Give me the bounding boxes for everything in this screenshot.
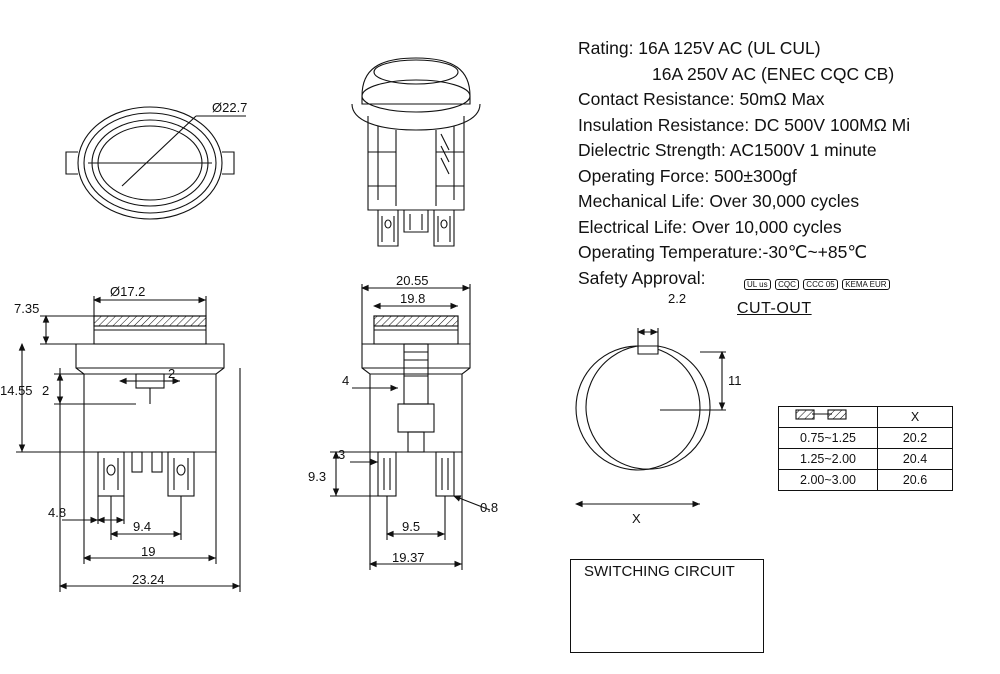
dim-7-35: 7.35 [14, 301, 40, 316]
spec-line: Electrical Life: Over 10,000 cycles [578, 216, 842, 237]
table-cell-x: 20.2 [878, 428, 953, 449]
dim-4: 4 [342, 373, 350, 388]
front-view-ortho [16, 296, 240, 592]
spec-line: Insulation Resistance: DC 500V 100MΩ Mi [578, 114, 911, 135]
side-view-top [352, 58, 480, 246]
table-header-thickness [779, 407, 878, 428]
table-header-row [779, 407, 953, 428]
spec-line: Contact Resistance: 50mΩ Max [578, 89, 825, 109]
spec-line: Mechanical Life: Over 30,000 cycles [578, 191, 860, 211]
table-cell-x: 20.4 [878, 449, 953, 470]
spec-line: 16A 250V AC (ENEC CQC CB) [652, 63, 895, 84]
dim-19-37: 19.37 [392, 550, 425, 565]
dim-2a: 2 [168, 366, 176, 381]
dim-2-2: 2.2 [668, 291, 687, 306]
approval-marks [744, 276, 890, 294]
dim-x: X [632, 511, 641, 526]
switching-circuit-title: SWITCHING CIRCUIT [581, 563, 738, 580]
dim-9-4: 9.4 [133, 519, 152, 534]
dim-19-8: 19.8 [400, 291, 426, 306]
kema-mark-icon: KEMA EUR [842, 279, 889, 290]
dim-9-5: 9.5 [402, 519, 421, 534]
cqc-mark-icon: CQC [775, 279, 799, 290]
spec-line: Operating Force: 500±300gf [578, 165, 797, 186]
spec-line: Rating: 16A 125V AC (UL CUL) [578, 38, 821, 58]
specifications-block [578, 36, 978, 291]
dim-23-24: 23.24 [132, 572, 165, 587]
table-row [779, 470, 953, 491]
table-row [779, 428, 953, 449]
dim-9-3: 9.3 [308, 469, 327, 484]
table-cell-range: 2.00~3.00 [779, 470, 878, 491]
table-cell-x: 20.6 [878, 470, 953, 491]
table-row [779, 449, 953, 470]
dim-11: 11 [728, 373, 742, 388]
table-header-x: X [878, 407, 953, 428]
spec-line-safety: Safety Approval: [578, 267, 706, 288]
dim-19: 19 [141, 544, 156, 559]
spec-line: Operating Temperature:-30℃~+85℃ [578, 242, 868, 262]
table-cell-range: 1.25~2.00 [779, 449, 878, 470]
ccc-mark-icon: CCC 05 [803, 279, 837, 290]
dim-bezel-diameter: Ø17.2 [110, 284, 146, 299]
cutout-table [778, 406, 953, 491]
dim-20-55: 20.55 [396, 273, 429, 288]
dim-3: 3 [338, 447, 346, 462]
cutout-title: CUT-OUT [737, 300, 812, 317]
dim-2b: 2 [42, 383, 50, 398]
cutout-shape [576, 328, 726, 504]
dim-4-8: 4.8 [48, 505, 67, 520]
dim-0-8: 0.8 [480, 500, 499, 515]
table-cell-range: 0.75~1.25 [779, 428, 878, 449]
spec-line: Dielectric Strength: AC1500V 1 minute [578, 140, 877, 160]
ul-mark-icon: UL us [744, 279, 771, 290]
dim-14-55: 14.55 [0, 383, 33, 398]
front-view-top [66, 107, 246, 219]
dim-top-diameter: Ø22.7 [212, 100, 248, 115]
